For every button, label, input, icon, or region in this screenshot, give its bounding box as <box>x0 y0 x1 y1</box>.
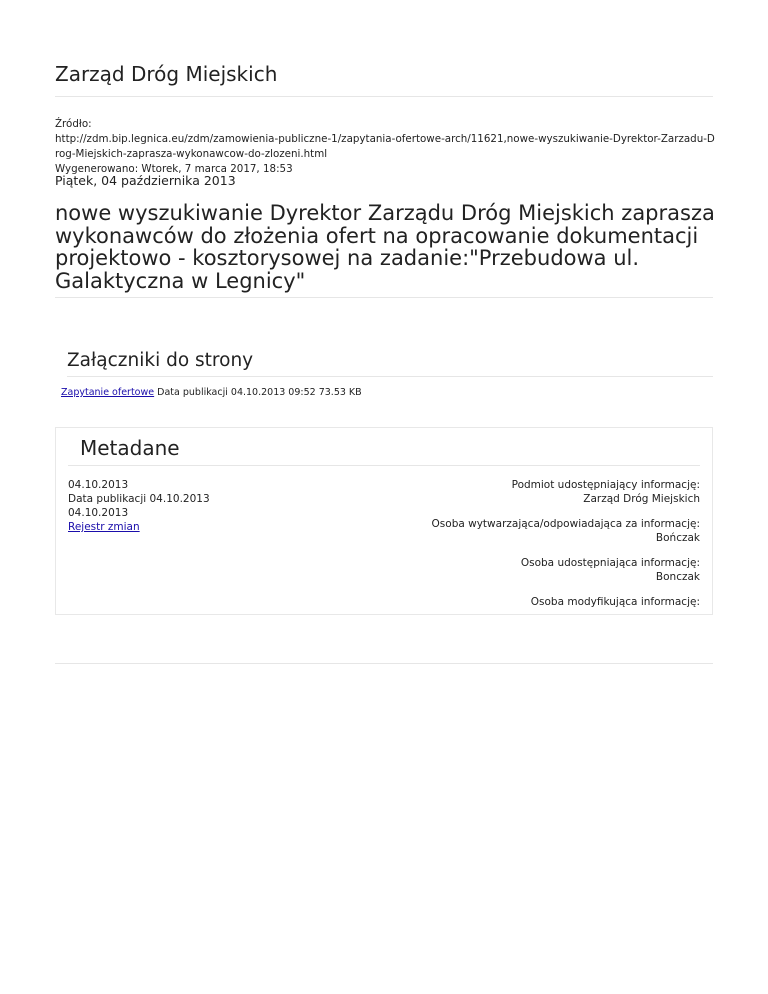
source-info <box>55 117 715 177</box>
attachments-divider <box>67 376 713 377</box>
meta-publisher <box>432 478 700 506</box>
meta-modifier <box>432 595 700 609</box>
meta-date-created: 04.10.2013 <box>68 479 129 491</box>
document-title: nowe wyszukiwanie Dyrektor Zarządu Dróg Miejskich zaprasza wykonawców do złożenia ofert na opracowanie dokumentacji projektowo - kosztorysowej na zadanie:"Przebudowa ul. Galaktyczna w Legnicy" <box>55 201 715 293</box>
header-divider <box>55 96 713 97</box>
meta-modifier-label: Osoba modyfikująca informację: <box>530 596 700 608</box>
footer-divider <box>55 663 713 664</box>
meta-sharer <box>432 556 700 584</box>
attachments-heading: Załączniki do strony <box>67 350 254 371</box>
meta-author <box>432 517 700 545</box>
publication-date: Piątek, 04 października 2013 <box>55 173 236 188</box>
meta-date-modified: 04.10.2013 <box>68 507 129 519</box>
source-url: http://zdm.bip.legnica.eu/zdm/zamowienia-publiczne-1/zapytania-ofertowe-arch/11621,nowe-wyszukiwanie-Dyrektor-Zarzadu-Drog-Miejskich-zaprasza-wykonawcow-do-zlozeni.html <box>55 133 715 160</box>
attachment-item <box>61 387 362 398</box>
attachment-link[interactable]: Zapytanie ofertowe <box>61 387 155 398</box>
meta-author-value: Bończak <box>655 532 700 544</box>
meta-publisher-label: Podmiot udostępniający informację: <box>511 479 700 491</box>
metadata-heading: Metadane <box>80 436 180 460</box>
generated-timestamp: Wygenerowano: Wtorek, 7 marca 2017, 18:53 <box>55 163 293 175</box>
meta-author-label: Osoba wytwarzająca/odpowiadająca za informację: <box>431 518 700 530</box>
meta-date-published: Data publikacji 04.10.2013 <box>68 493 210 505</box>
history-link[interactable]: Rejestr zmian <box>68 521 140 533</box>
site-title: Zarząd Dróg Miejskich <box>55 62 278 86</box>
source-label: Źródło: <box>55 118 92 130</box>
title-divider <box>55 297 713 298</box>
meta-sharer-label: Osoba udostępniająca informację: <box>520 557 700 569</box>
metadata-panel <box>55 427 713 615</box>
metadata-divider <box>68 465 700 466</box>
metadata-people <box>432 478 700 620</box>
metadata-dates <box>68 478 210 534</box>
meta-publisher-value: Zarząd Dróg Miejskich <box>583 493 700 505</box>
meta-sharer-value: Bonczak <box>655 571 700 583</box>
attachment-info: Data publikacji 04.10.2013 09:52 73.53 KB <box>157 387 362 398</box>
